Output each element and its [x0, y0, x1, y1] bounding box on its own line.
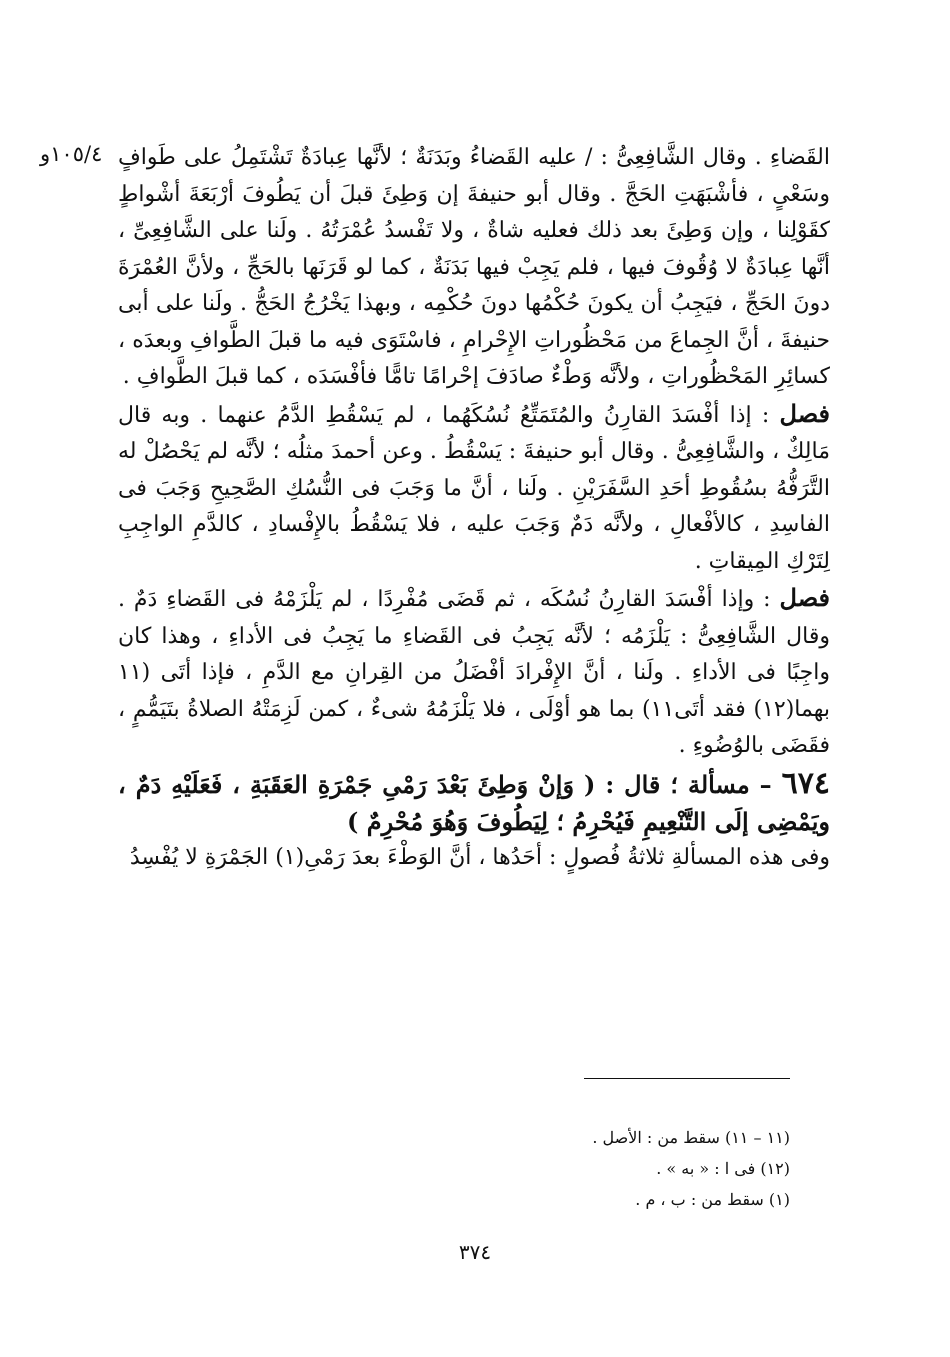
paragraph-3-body: : وإذا أفْسَدَ القارِنُ نُسُكَه ، ثم قَضَى مُفْرِدًا ، لم يَلْزَمْهُ فى القَضاءِ دَمٌ . وقال الشَّافِعِىُّ : يَلْزَمُه ؛ لأنَّه يَجِبُ فى القَضاءِ ما يَجِبُ فى الأداءِ ، وهذا كان واجِبًا فى الأداءِ . ولَنا ، أنَّ الإِفْرادَ أفْضَلُ من القِرانِ مع الدَّمِ ، فإذا أتَى (١١ بهما(١٢) فقد أتَى١١) بما هو أوْلَى ، فلا يَلْزَمُهُ شىءٌ ، كمن لَزِمَتْهُ الصلاةُ بتَيَمُّمٍ ، فقَضَى بالوُضُوءِ . — [118, 587, 830, 758]
margin-folio-note: ١٠٥/٤و — [40, 142, 103, 166]
section-heading: فصل — [779, 398, 830, 428]
masala-text: – مسألة ؛ قال : ( وَإنْ وَطِئَ بَعْدَ رَمْىِ جَمْرَةِ العَقَبَةِ ، فَعَلَيْهِ دَمٌ ، ويَمْضِى إلَى التَّنْعِيمِ فَيُحْرِمُ ؛ لِيَطُوفَ وَهُوَ مُحْرِمٌ ) — [118, 769, 830, 836]
paragraph-5: وفى هذه المسألةِ ثلاثةُ فُصولٍ : أحَدُها ، أنَّ الوَطْءَ بعدَ رَمْىِ(١) الجَمْرَةِ لا يُفْسِدُ — [129, 844, 830, 870]
footnotes — [500, 1122, 790, 1215]
paragraph-1: القَضاءِ . وقال الشَّافِعِىُّ : / عليه القَضاءُ وبَدَنَةٌ ؛ لأنَّها عِبادَةٌ تَشْتَمِلُ على طَوافٍ وسَعْىٍ ، فأشْبَهَتِ الحَجَّ . وقال أبو حنيفةَ إن وَطِئَ قبلَ أن يَطُوفَ أرْبَعَةَ أشْواطٍ كقَوْلِنا ، وإن وَطِئَ بعد ذلك فعليه شاةٌ ، ولا تَفْسدُ عُمْرَتُهُ . ولَنا على الشَّافِعِىِّ ، أنَّها عِبادَةٌ لا وُقُوفَ فيها ، فلم يَجِبْ فيها بَدَنَةٌ ، كما لو قَرَنَها بالحَجِّ ، ولأنَّ العُمْرَةَ دونَ الحَجِّ ، فيَجِبُ أن يكونَ حُكْمُها دونَ حُكْمِه ، وبهذا يَخْرُجُ الحَجُّ . ولَنا على أبى حنيفةَ ، أنَّ الجِماعَ من مَحْظُوراتِ الإِحْرامِ ، فاسْتَوَى فيه ما قبلَ الطَّوافِ وبعدَه ، كسائِرِ المَحْظُوراتِ ، ولأنَّه وَطْءٌ صادَفَ إحْرامًا تامًّا فأفْسَدَه ، كما قبلَ الطَّوافِ . — [118, 145, 830, 389]
paragraph-2 — [118, 396, 830, 581]
paragraph-2-body: : إذا أفْسَدَ القارِنُ والمُتَمَتِّعُ نُسُكَهُما ، لم يَسْقُطِ الدَّمُ عنهما . وبه قال مَالِكٌ ، والشَّافِعِىُّ . وقال أبو حنيفةَ : يَسْقُطُ . وعن أحمدَ مثلُه ؛ لأنَّه لم يَحْصُلْ له التَّرَفُّهُ بسُقُوطِ أحَدِ السَّفَرَيْنِ . ولَنا ، أنَّ ما وَجَبَ فى النُّسُكِ الصَّحِيحِ وَجَبَ فى الفاسِدِ ، كالأفْعالِ ، ولأنَّه دَمٌ وَجَبَ عليه ، فلا يَسْقُطُ بالإِفْسادِ ، كالدَّمِ الواجِبِ لِتَرْكِ المِيقاتِ . — [118, 402, 830, 574]
paragraph-3 — [118, 580, 830, 765]
masala-number: ٦٧٤ — [781, 765, 830, 801]
main-text — [118, 140, 830, 876]
section-heading: فصل — [779, 583, 830, 612]
footnote: (١) سقط من : ب ، م . — [635, 1190, 790, 1209]
masala-heading — [118, 765, 830, 840]
footnote: (١١ – ١١) سقط من : الأصل . — [592, 1128, 790, 1147]
footnote: (١٢) فى ا : « به » . — [656, 1159, 790, 1178]
page-number: ٣٧٤ — [458, 1240, 492, 1264]
footnote-separator — [584, 1078, 790, 1079]
